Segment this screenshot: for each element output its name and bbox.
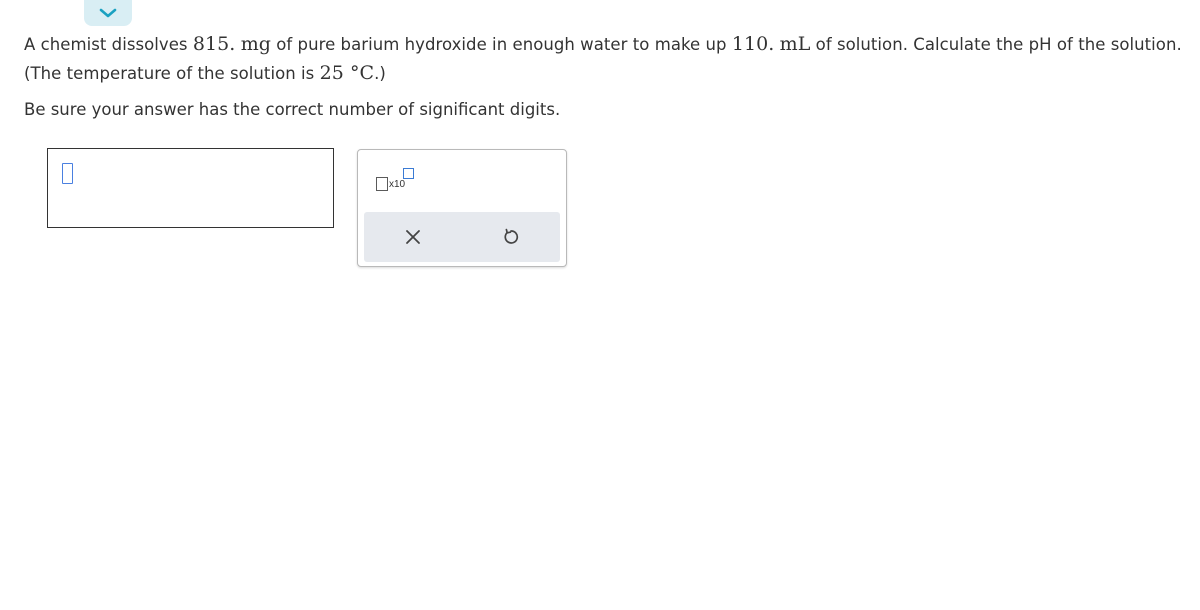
clear-button[interactable] bbox=[364, 212, 462, 262]
answer-slot[interactable] bbox=[62, 163, 73, 184]
mass-value: 815. bbox=[192, 33, 236, 55]
answer-input[interactable] bbox=[47, 148, 334, 228]
question-seg1: A chemist dissolves bbox=[24, 35, 193, 54]
collapse-tab[interactable] bbox=[84, 0, 132, 26]
undo-button[interactable] bbox=[462, 212, 560, 262]
question-seg3: of solution. Calculate the pH of the solution. (The temperature of the solution is bbox=[24, 35, 1182, 83]
mass-unit: mg bbox=[240, 33, 271, 55]
question-seg2: of pure barium hydroxide in enough water to make up bbox=[270, 35, 732, 54]
close-icon bbox=[405, 229, 421, 245]
instruction-text: Be sure your answer has the correct number of significant digits. bbox=[24, 100, 561, 119]
math-palette bbox=[357, 149, 567, 267]
scientific-notation-button[interactable] bbox=[374, 166, 414, 196]
sci-label: x10 bbox=[389, 179, 406, 190]
question-text bbox=[24, 30, 1194, 88]
base-box-icon bbox=[376, 177, 388, 191]
question-seg4: .) bbox=[374, 64, 386, 83]
volume-value: 110. bbox=[731, 33, 775, 55]
temperature-value: 25 °C bbox=[319, 62, 375, 84]
palette-footer bbox=[364, 212, 560, 262]
exponent-box-icon bbox=[403, 168, 414, 179]
undo-icon bbox=[502, 228, 520, 246]
chevron-down-icon bbox=[99, 7, 117, 19]
volume-unit: mL bbox=[779, 33, 811, 55]
